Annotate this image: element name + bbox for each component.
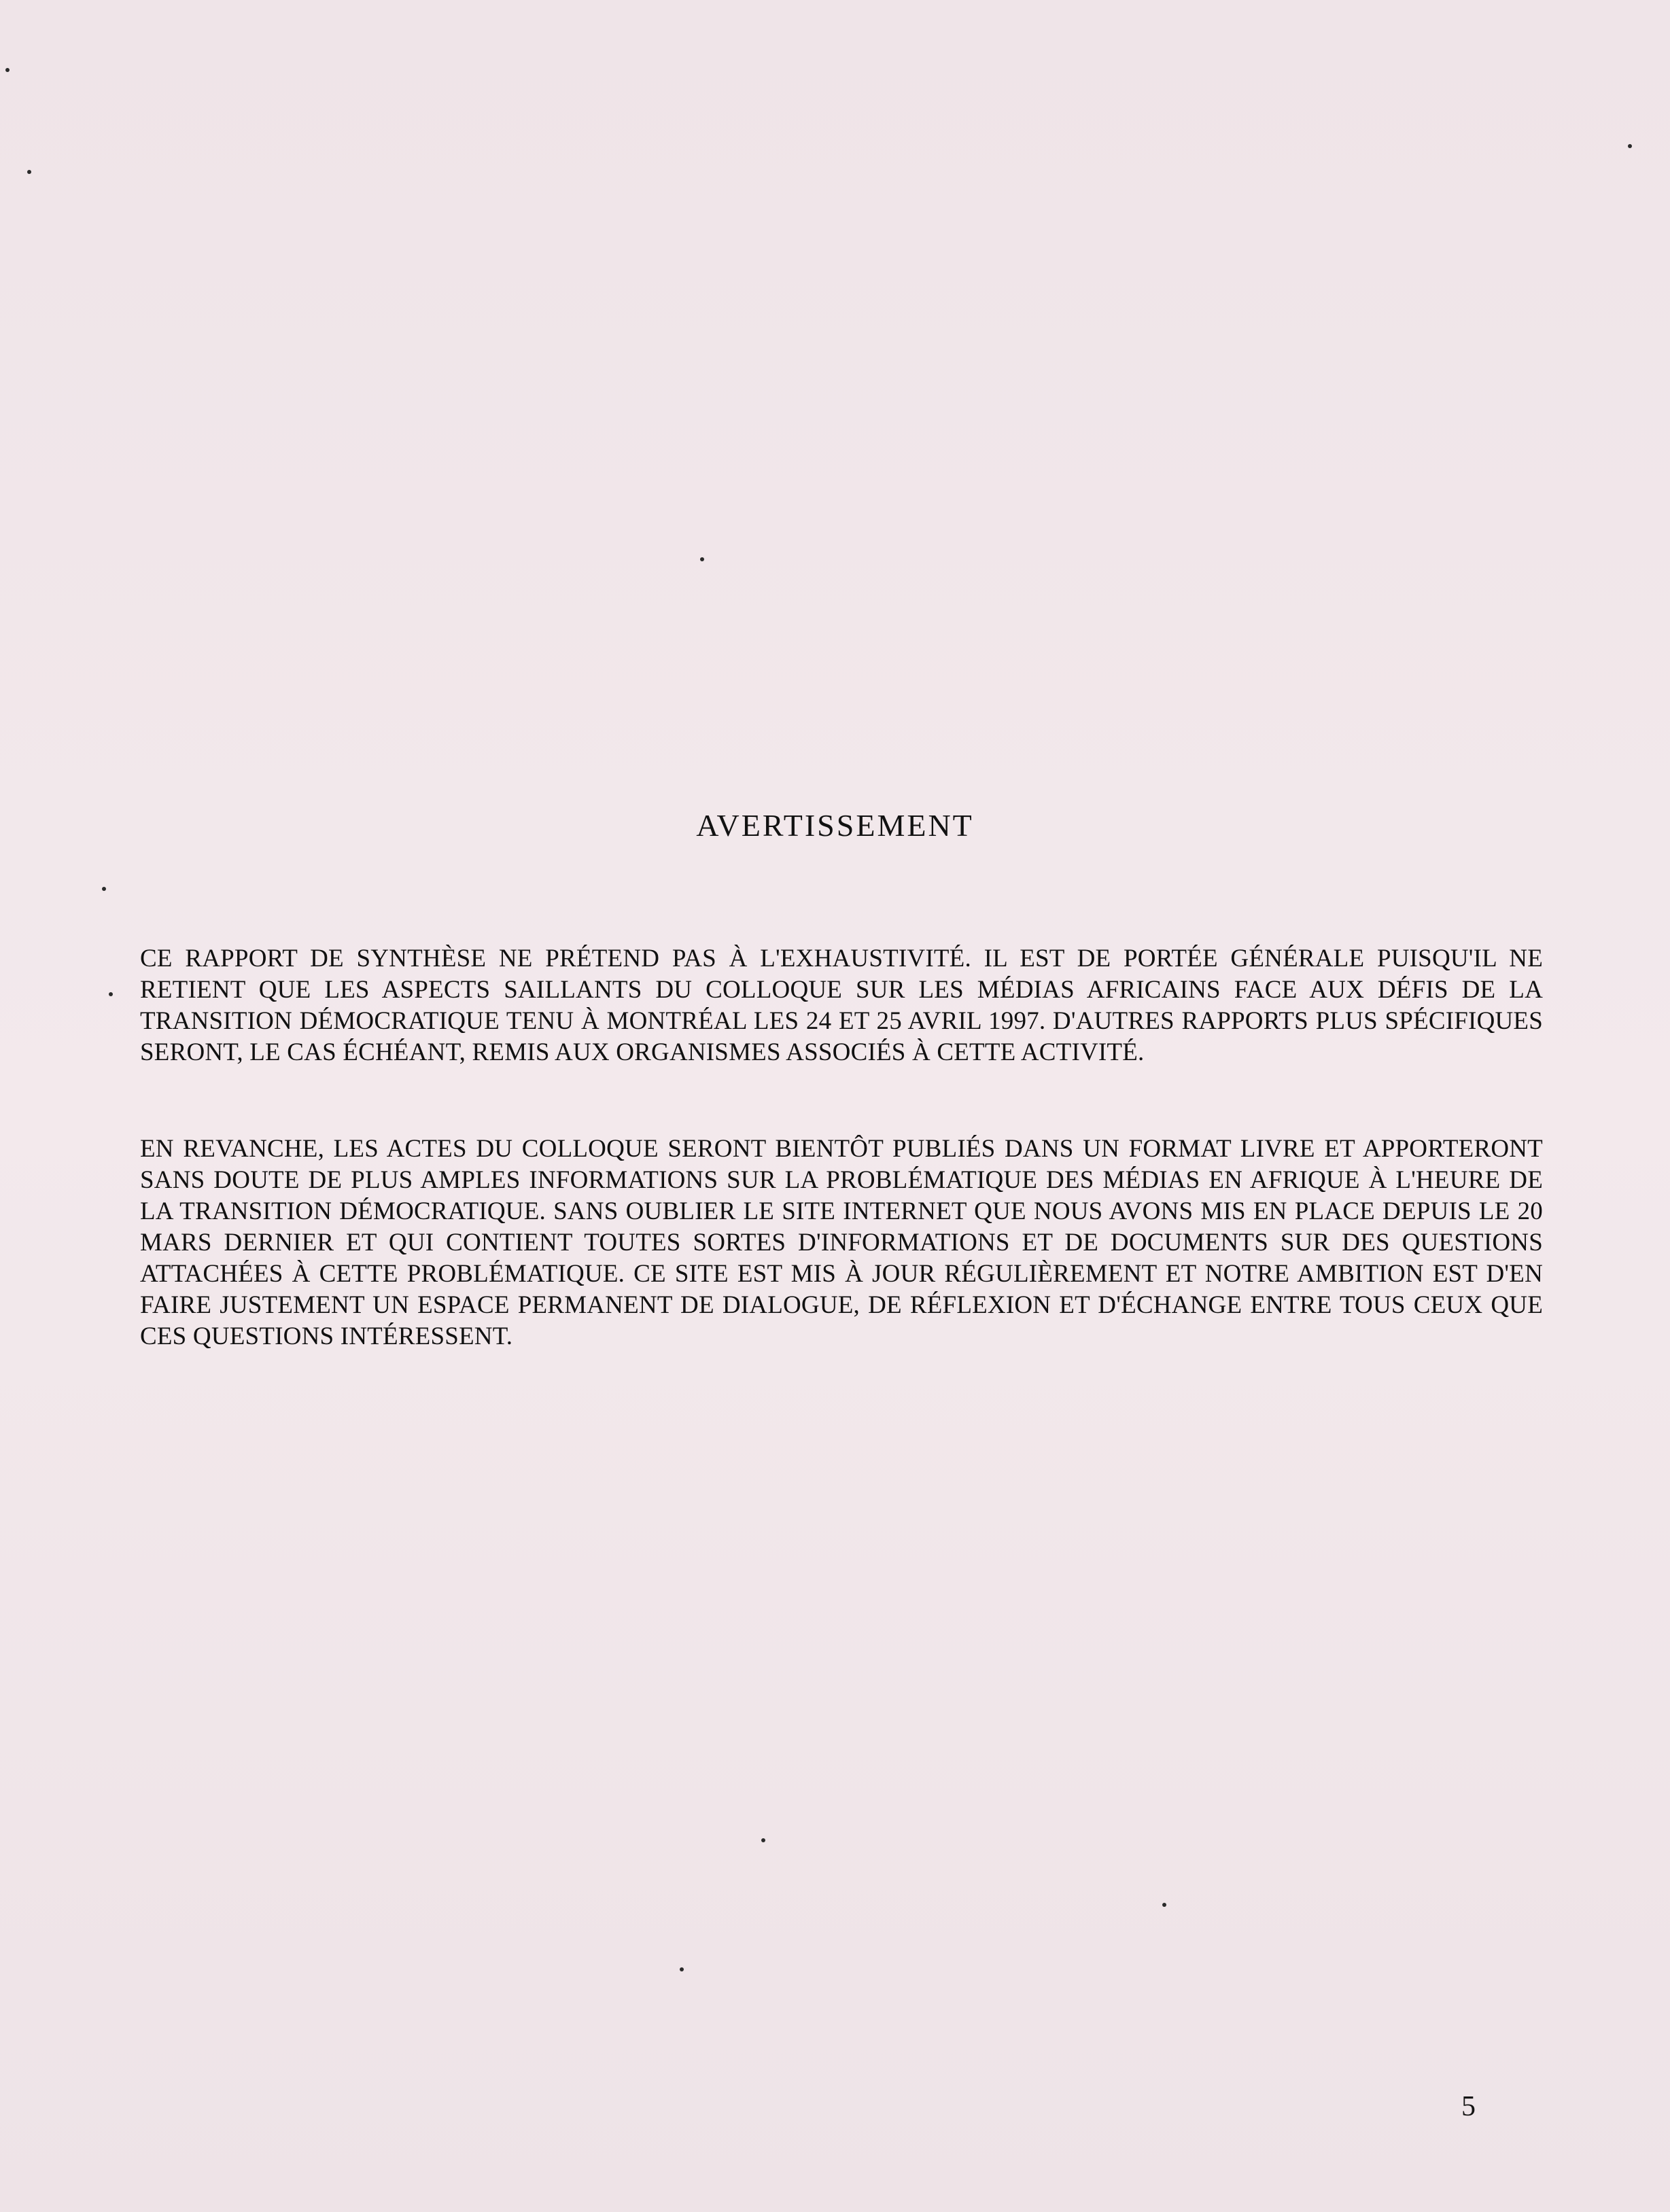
scan-speck xyxy=(27,170,31,174)
scan-speck xyxy=(761,1838,765,1842)
page-number: 5 xyxy=(1461,2091,1476,2122)
scan-speck xyxy=(1628,144,1632,148)
scan-speck xyxy=(102,887,106,891)
scan-speck xyxy=(1162,1903,1166,1907)
scan-speck xyxy=(109,992,113,996)
scan-speck xyxy=(680,1967,684,1971)
scan-speck xyxy=(700,557,704,561)
scan-speck xyxy=(5,68,10,72)
paragraph-2: EN REVANCHE, LES ACTES DU COLLOQUE SERONT BIENTÔT PUBLIÉS DANS UN FORMAT LIVRE ET APPORTERONT SANS DOUTE DE PLUS AMPLES INFORMATIONS SUR LA PROBLÉMATIQUE DES MÉDIAS EN AFRIQUE À L'HEURE DE LA TRANSITION DÉMOCRATIQUE. SANS OUBLIER LE SITE INTERNET QUE NOUS AVONS MIS EN PLACE DEPUIS LE 20 MARS DERNIER ET QUI CONTIENT TOUTES SORTES D'INFORMATIONS ET DE DOCUMENTS SUR DES QUESTIONS ATTACHÉES À CETTE PROBLÉMATIQUE. CE SITE EST MIS À JOUR RÉGULIÈREMENT ET NOTRE AMBITION EST D'EN FAIRE JUSTEMENT UN ESPACE PERMANENT DE DIALOGUE, DE RÉFLEXION ET D'ÉCHANGE ENTRE TOUS CEUX QUE CES QUESTIONS INTÉRESSENT. xyxy=(140,1135,1543,1350)
paragraph-1: CE RAPPORT DE SYNTHÈSE NE PRÉTEND PAS À L'EXHAUSTIVITÉ. IL EST DE PORTÉE GÉNÉRALE PUISQU'IL NE RETIENT QUE LES ASPECTS SAILLANTS DU COLLOQUE SUR LES MÉDIAS AFRICAINS FACE AUX DÉFIS DE LA TRANSITION DÉMOCRATIQUE TENU À MONTRÉAL LES 24 ET 25 AVRIL 1997. D'AUTRES RAPPORTS PLUS SPÉCIFIQUES SERONT, LE CAS ÉCHÉANT, REMIS AUX ORGANISMES ASSOCIÉS À CETTE ACTIVITÉ. xyxy=(140,945,1543,1066)
page-title: AVERTISSEMENT xyxy=(696,808,974,843)
